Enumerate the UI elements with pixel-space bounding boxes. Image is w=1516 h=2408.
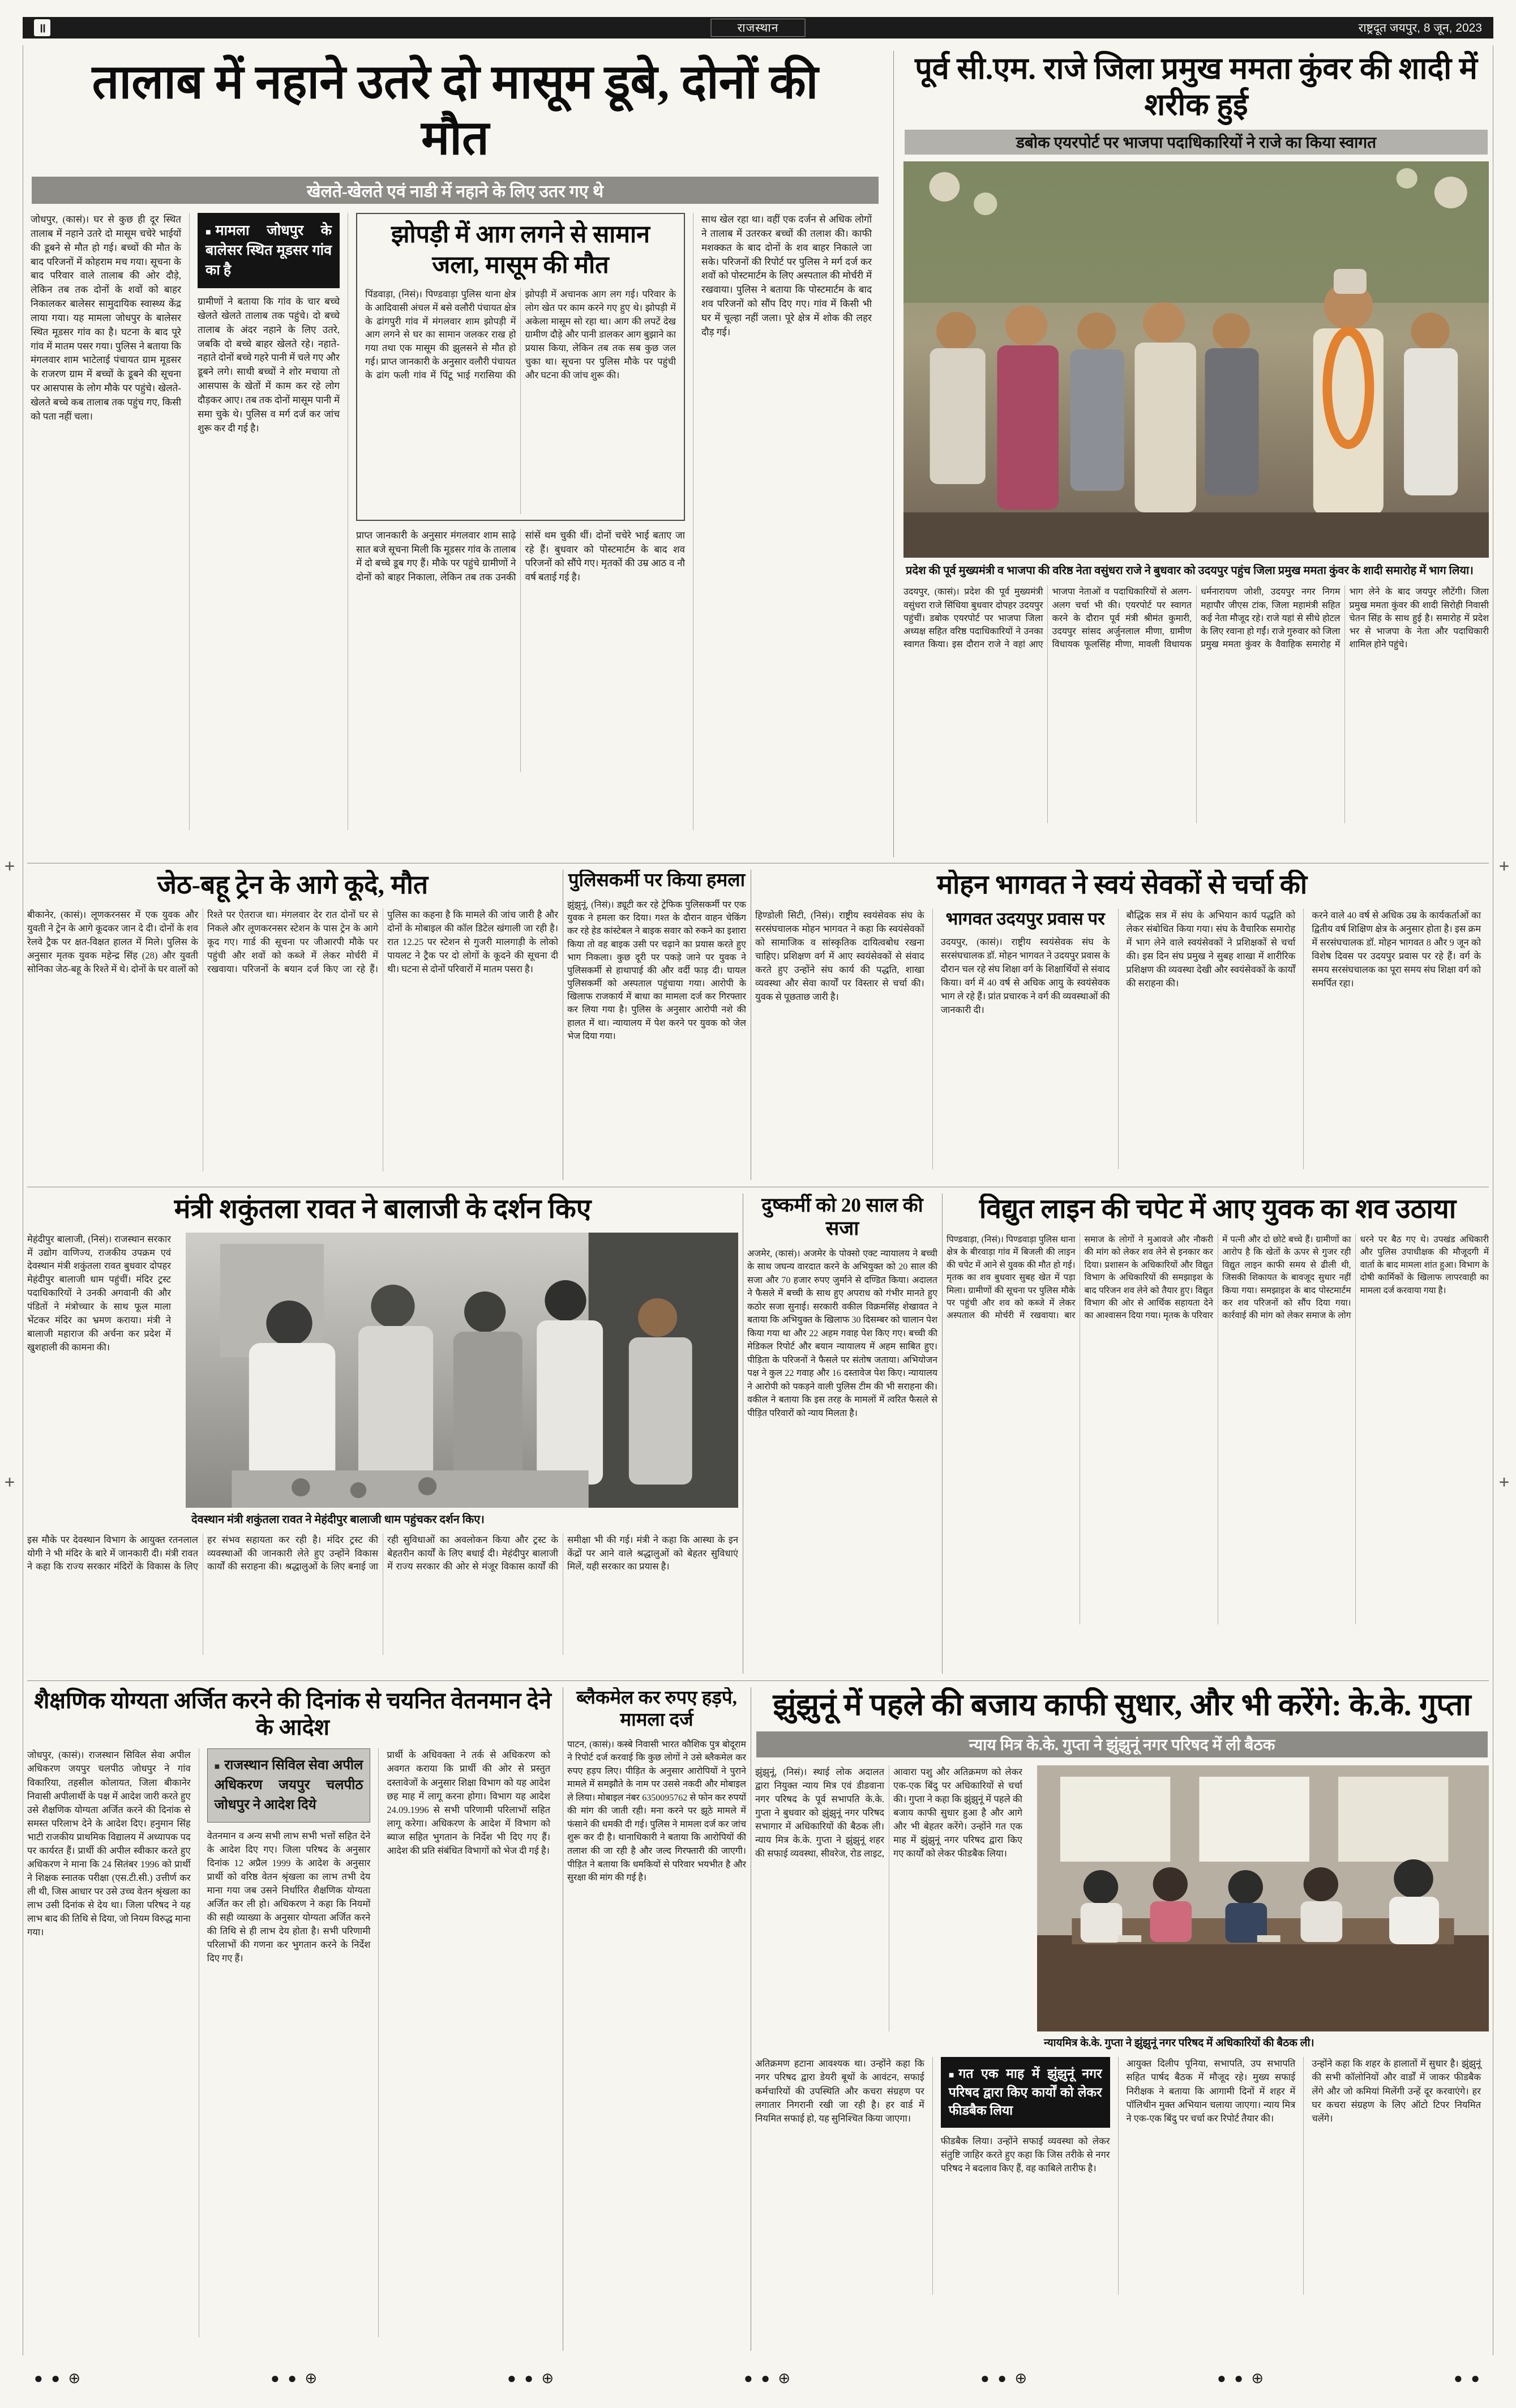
shakuntala-body: इस मौके पर देवस्थान विभाग के आयुक्त रतनलाल योगी ने भी मंदिर के बारे में जानकारी दी। मंत्री रावत ने कहा कि राज्य सरकार मंदिरों के विकास के लिए हर संभव सहायता कर रही है। मंदिर ट्रस्ट की व्यवस्थाओं की जानकारी लेते हुए उन्होंने विकास कार्यों की सराहना की। श्रद्धालुओं के लिए बनाई जा रही सुविधाओं का अवलोकन किया और ट्रस्ट के बेहतरीन कार्यों के लिए बधाई दी। मेहंदीपुर बालाजी में राज्य सरकार की ओर से मंजूर विकास कार्यों की समीक्षा भी की गई। मंत्री ने कहा कि आस्था के इन केंद्रों पर आने वाले श्रद्धालुओं को बेहतर सुविधाएं मिलें, यही सरकार का प्रयास है।: [27, 1534, 738, 1572]
article-raje-wedding: [903, 49, 1489, 859]
registration-dot-group-icon: ● ● ⊕: [507, 2370, 556, 2386]
kk-column-1: अतिक्रमण हटाना आवश्यक था। उन्होंने कहा कि नगर परिषद द्वारा डेयरी बूथों के आवंटन, सफाई कर्मचारियों की उपस्थिति और कचरा संग्रहण पर लगातार निगरानी रखी जा रही है। हर वार्ड में नियमित सफाई हो, यह सुनिश्चित किया जाएगा।: [755, 2058, 924, 2124]
crop-mark-icon: +: [5, 856, 15, 876]
kk-flag-box: [941, 2057, 1110, 2128]
rape-sentence-body: अजमेर, (कासं)। अजमेर के पोक्सो एक्ट न्यायालय ने बच्ची के साथ जघन्य वारदात करने के अभियुक्त को 20 साल की सजा और 70 हजार रुपए जुर्माने से दण्डित किया। अदालत ने फैसले में बच्ची के साथ हुए अपराध को गंभीर मानते हुए कठोर सजा सुनाई। सरकारी वकील विक्रमसिंह शेखावत ने बताया कि अभियुक्त के खिलाफ 30 दिसम्बर को चालान पेश किया गया था और 22 अहम गवाह पेश किए गए। बच्ची की मेडिकल रिपोर्ट और बयान न्यायालय में अहम साबित हुए। पीड़िता के परिजनों ने फैसले पर संतोष जताया। अभियोजन पक्ष ने कुल 22 गवाह और 16 दस्तावेज पेश किए। न्यायालय ने आरोपी को पकड़ने वाली पुलिस टीम की भी सराहना की। वकील ने बताया कि इस तरह के मामलों में त्वरित फैसले से पीड़ित परिवारों को न्याय मिलता है।: [747, 1248, 937, 1418]
kk-column-3: आयुक्त दिलीप पूनिया, सभापति, उप सभापति सहित पार्षद बैठक में मौजूद रहे। मुख्य सफाई निरीक्षक ने बताया कि आगामी दिनों में शहर में पॉलिथीन मुक्त अभियान चलाया जाएगा। न्याय मित्र ने एक-एक बिंदु पर चर्चा कर रिपोर्ट तैयार की।: [1118, 2057, 1304, 2295]
pond-flag-box: [198, 213, 340, 288]
headline-hut-fire: झोपड़ी में आग लगने से सामान जला, मासूम की मौत: [391, 221, 650, 279]
police-body: झुंझुनूं, (निसं)। ड्यूटी कर रहे ट्रेफिक पुलिसकर्मी पर एक युवक ने हमला कर दिया। गश्त के दौरान वाहन चेकिंग कर रहे हेड कांस्टेबल ने बाइक सवार को रुकने का इशारा किया तो वह बाइक उसी पर चढ़ाने का प्रयास करते हुए भाग निकला। कुछ दूरी पर पकड़े जाने पर युवक ने पुलिसकर्मी से हाथापाई की और वर्दी फाड़ दी। घायल पुलिसकर्मी को अस्पताल पहुंचाया गया। आरोपी के खिलाफ राजकार्य में बाधा का मामला दर्ज कर गिरफ्तार कर लिया गया है। पुलिस के अनुसार आरोपी नशे की हालत में था। न्यायालय में पेश करने पर युवक को जेल भेज दिया गया।: [567, 900, 746, 1041]
paper-date: राष्ट्रदूत जयपुर, 8 जून, 2023: [1358, 22, 1482, 35]
kk-column-4: उन्होंने कहा कि शहर के हालातों में सुधार है। झुंझुनूं की सभी कॉलोनियों और वार्डों में जाकर फीडबैक लेंगे और जो कमियां मिलेंगी उन्हें दूर करवाएंगे। हर घर कचरा संग्रहण के लिए ऑटो टिपर नियमित चलेंगे।: [1303, 2057, 1489, 2295]
shakuntala-photo: [186, 1233, 738, 1508]
wedding-photo: [903, 161, 1489, 558]
education-column-1: जोधपुर, (कासं)। राजस्थान सिविल सेवा अपील अधिकरण जयपुर चलपीठ जोधपुर ने गांव विकारिया, तहसील कोलायत, जिला बीकानेर निवासी अपीलार्थी के पक्ष में आदेश जारी करते हुए उसे शैक्षणिक योग्यता अर्जित करने की दिनांक से समस्त परिलाभ देने के आदेश दिए। हनुमान सिंह भाटी राजकीय प्राथमिक विद्यालय में अध्यापक पद पर कार्यरत हैं। प्रार्थी की अपील स्वीकार करते हुए अधिकरण ने माना कि 24 सितंबर 1996 को प्रार्थी ने शिक्षक स्नातक परीक्षा (एस.टी.सी.) उत्तीर्ण कर ली थी, जिस आधार पर उसे उच्च वेतन श्रृंखला का लाभ उसी दिनांक से देय था। जिला परिषद ने यह लाभ बाद की तिथि से दिया, जो नियम विरुद्ध माना गया।: [27, 1750, 191, 1938]
headline-pond: तालाब में नहाने उतरे दो मासूम डूबे, दोनों की मौत: [92, 56, 819, 165]
education-column-2: [199, 1748, 379, 2337]
row-divider: [27, 1680, 1489, 1681]
crop-mark-icon: +: [1499, 1472, 1510, 1492]
subhead-pond: खेलते-खेलते एवं नाडी में नहाने के लिए उतर गए थे: [32, 177, 879, 204]
headline-raje: पूर्व सी.एम. राजे जिला प्रमुख ममता कुंवर की शादी में शरीक हुई: [915, 52, 1478, 122]
bhagwat-column-1: हिण्डोली सिटी, (निसं)। राष्ट्रीय स्वयंसेवक संघ के सरसंघचालक मोहन भागवत ने कहा कि स्वयंसेवकों को सामाजिक व सांस्कृतिक दायित्वबोध रखना चाहिए। प्रशिक्षण वर्ग में आए स्वयंसेवकों से संवाद करते हुए उन्होंने संघ कार्य की पद्धति, शाखा व्यवस्था और सेवा कार्यों पर विस्तार से चर्चा की। युवक से पूछताछ जारी है।: [755, 910, 924, 1002]
article-kk-gupta: [755, 1687, 1489, 2353]
blackmail-body: पाटन, (कासं)। कस्बे निवासी भारत कौशिक पुत्र बोदूराम ने रिपोर्ट दर्ज करवाई कि कुछ लोगों ने उसे ब्लैकमेल कर रुपए हड़प लिए। पीड़ित के अनुसार आरोपियों ने पुराने मामले में समझौते के नाम पर उससे नकदी और मोबाइल ले लिया। मोबाइल नंबर 6350095762 से फोन कर रुपयों की मांग की जाती रही। मना करने पर झूठे मामले में फंसाने की धमकी दी गई। पुलिस ने मामला दर्ज कर जांच शुरू कर दी है। थानाधिकारी ने बताया कि आरोपियों की तलाश की जा रही है और जल्द गिरफ्तारी की जाएगी। पीड़ित ने बताया कि धमकियों से परिवार भयभीत है और सुरक्षा की मांग की गई है।: [567, 1739, 746, 1883]
headline-shakuntala: मंत्री शकुंतला रावत ने बालाजी के दर्शन किए: [174, 1194, 592, 1224]
headline-rape-sentence: दुष्कर्मी को 20 साल की सजा: [761, 1194, 923, 1240]
article-jeth-bahu: [27, 870, 558, 1182]
pond-column-middle-text: प्राप्त जानकारी के अनुसार मंगलवार शाम साढ़े सात बजे सूचना मिली कि मूडसर गांव के तालाब में दो बच्चे डूब गए हैं। मौके पर पहुंचे ग्रामीणों ने दोनों को बाहर निकाला, लेकिन तब तक उनकी सांसें थम चुकी थीं। दोनों चचेरे भाई बताए जा रहे हैं। बुधवार को पोस्टमार्टम के बाद शव परिजनों को सौंपे गए। मृतकों की उम्र आठ व नौ वर्ष बताई गई है।: [356, 529, 685, 583]
bhagwat-column-3: बौद्धिक सत्र में संघ के अभियान कार्य पद्धति को लेकर संबोधित किया गया। संघ के वैचारिक समारोह में भाग लेने वाले स्वयंसेवकों ने प्रशिक्षकों से चर्चा की। इस दिन संघ प्रमुख ने सुबह शाखा में शारीरिक प्रशिक्षण की व्यवस्था देखी और स्वयंसेवकों के कार्यों की सराहना की।: [1118, 909, 1304, 1169]
pond-column-2-text: ग्रामीणों ने बताया कि गांव के चार बच्चे खेलते खेलते तालाब तक पहुंचे। दो बच्चे तालाब के अंदर नहाने के लिए उतरे, जबकि दो बच्चे बाहर खेलते रहे। नहाते-नहाते दोनों बच्चे गहरे पानी में चले गए और डूबने लगे। साथी बच्चों ने शोर मचाया तो आसपास के खेतों में काम कर रहे लोग दौड़कर आए। तब तक दोनों मासूम पानी में समा चुके थे। पुलिस व मर्ग दर्ज कर जांच शुरू कर दी गई है।: [198, 296, 340, 434]
wedding-photo-caption: प्रदेश की पूर्व मुख्यमंत्री व भाजपा की वरिष्ठ नेता वसुंधरा राजे ने बुधवार को उदयपुर पहुंच जिला प्रमुख ममता कुंवर के शादी समारोह में भाग लिया।: [906, 564, 1474, 578]
bhagwat-kicker: भागवत उदयपुर प्रवास पर: [945, 909, 1105, 929]
education-flag-box: [207, 1748, 371, 1822]
hut-fire-body: पिंडवाड़ा, (निसं)। पिण्डवाड़ा पुलिस थाना क्षेत्र के आदिवासी अंचल में बसे वलौरी पंचायत क्षेत्र के ढांगपुरी गांव में मंगलवार शाम झोपड़ी में आग लगने से घर का सामान जलकर राख हो गया तथा एक मासूम की झुलसने से मौत हो गई। प्राप्त जानकारी के अनुसार वलौरी पंचायत के ढांग फली गांव में पिंटू भाई गरासिया की झोपड़ी में अचानक आग लग गई। परिवार के लोग खेत पर काम करने गए हुए थे। झोपड़ी में अकेला मासूम सो रहा था। आग की लपटें देख ग्रामीण दौड़े और पानी डालकर आग बुझाने का प्रयास किया, लेकिन तब तक सब कुछ जल चुका था। सूचना पर पुलिस मौके पर पहुंची और घटना की जांच शुरू की।: [365, 288, 676, 381]
pond-flag-text: मामला जोधपुर के बालेसर स्थित मूडसर गांव का है: [205, 223, 332, 279]
headline-jeth: जेठ-बहू ट्रेन के आगे कूदे, मौत: [157, 870, 429, 899]
kk-flag-text: गत एक माह में झुंझुनूं नगर परिषद द्वारा किए कार्यों को लेकर फीडबैक लिया: [948, 2067, 1102, 2118]
registration-dot-group-icon: ● ● ⊕: [271, 2370, 320, 2386]
article-education-pay: [27, 1687, 558, 2353]
bhagwat-column-2: [932, 909, 1118, 1169]
edition-mark: ॥: [34, 19, 50, 36]
article-electric-line: [947, 1194, 1489, 1676]
bhagwat-column-4: करने वाले 40 वर्ष से अधिक उम्र के कार्यकर्ताओं का द्वितीय वर्ष शिक्षिण क्षेत्र के अनुसार होता है। इस क्रम में सरसंघचालक डॉ. मोहन भागवत 8 और 9 जून को विशेष दिवस पर उदयपुर प्रवास पर रहे हैं। वर्ग के समय सरसंघचालक का पूरा समय संघ शिक्षा वर्ग को समर्पित रहा।: [1303, 909, 1489, 1169]
pond-column-middle: [348, 213, 693, 830]
registration-marks-row: [34, 2370, 1482, 2387]
kk-meeting-photo: [1037, 1765, 1489, 2031]
article-bhagwat: [755, 870, 1489, 1182]
headline-blackmail: ब्लैकमेल कर रुपए हड़पे, मामला दर्ज: [576, 1688, 737, 1730]
wedding-photo-graphic: [903, 161, 1489, 558]
shakuntala-photo-graphic: [186, 1233, 738, 1508]
registration-dot-group-icon: ● ● ⊕: [34, 2370, 83, 2386]
kk-lead-text: झुंझुनूं, (निसं)। स्थाई लोक अदालत द्वारा नियुक्त न्याय मित्र एवं डीडवाना नगर परिषद के पूर्व सभापति के.के. गुप्ता ने बुधवार को झुंझुनूं नगर परिषद सभागार में अधिकारियों की बैठक ली। न्याय मित्र के.के. गुप्ता ने झुंझुनूं शहर की सफाई व्यवस्था, सीवरेज, रोड लाइट, आवारा पशु और अतिक्रमण को लेकर एक-एक बिंदु पर अधिकारियों से चर्चा की। गुप्ता ने कहा कि झुंझुनूं में पहले की बजाय काफी सुधार हुआ है और आगे और भी बेहतर करेंगे। उन्होंने गत एक माह में झुंझुनूं नगर परिषद द्वारा किए गए कार्यों को लेकर फीडबैक लिया।: [755, 1766, 1022, 1859]
subhead-kk-gupta: न्याय मित्र के.के. गुप्ता ने झुंझुनूं नगर परिषद में ली बैठक: [756, 1731, 1488, 1757]
kk-column-2: [932, 2057, 1118, 2295]
registration-dot-group-end-icon: ● ●: [1454, 2370, 1482, 2386]
crop-mark-icon: +: [5, 1472, 15, 1492]
shakuntala-column-1: मेहंदीपुर बालाजी, (निसं)। राजस्थान सरकार में उद्योग वाणिज्य, राजकीय उपक्रम एवं देवस्थान मंत्री शकुंतला रावत बुधवार दोपहर मेहंदीपुर बालाजी धाम पहुंचीं। मंदिर ट्रस्ट पदाधिकारियों ने उनकी अगवानी की और पंडितों ने मंत्रोच्चार के साथ फूल माला भेंटकर मंदिर का भ्रमण कराया। मंत्री ने बालाजी महाराज की अर्चना कर प्रदेश में खुशहाली की कामना की।: [27, 1233, 171, 1353]
flag-square-icon: ■: [205, 228, 211, 238]
crop-mark-icon: +: [1499, 856, 1510, 876]
flag-square-icon: ■: [948, 2071, 954, 2081]
flag-square-icon: ■: [214, 1762, 220, 1772]
registration-dot-group-icon: ● ● ⊕: [1217, 2370, 1266, 2386]
article-rape-sentence: [747, 1194, 937, 1676]
headline-kk-gupta: झुंझुनूं में पहले की बजाय काफी सुधार, और भी करेंगे: के.के. गुप्ता: [773, 1688, 1471, 1722]
education-column-2-text: वेतनमान व अन्य सभी लाभ सभी भत्तों सहित देने के आदेश दिए गए। जिला परिषद के अनुसार दिनांक 12 अप्रैल 1999 के आदेश के अनुसार प्रार्थी को वरिष्ठ वेतन श्रृंखला का लाभ तभी देय माना गया जब उसने निर्धारित शैक्षणिक योग्यता अर्जित कर ली हो। अधिकरण ने कहा कि नियमों की सही व्याख्या के अनुसार योग्यता अर्जित करने की तिथि से ही लाभ देय होता है। सभी परिणामी परिलाभों की गणना कर भुगतान करने के निर्देश दिए गए हैं।: [207, 1830, 371, 1964]
article-shakuntala: [27, 1194, 738, 1676]
pond-column-1: जोधपुर, (कासं)। घर से कुछ ही दूर स्थित तालाब में नहाने उतरे दो मासूम चचेरे भाईयों की डूबने से मौत हो गई। बच्चों की मौत के बाद परिजनों में कोहराम मच गया। सूचना के बाद परिवार वाले तालाब की ओर दौड़े, लेकिन तब तक दोनों के शवों को बाहर निकालकर बालेसर सामुदायिक स्वास्थ्य केंद्र लाया गया। यह मामला जोधपुर के बालेसर स्थित मूडसर गांव का है। घटना के बाद पूरे गांव में मातम पसर गया। पुलिस ने बताया कि मंगलवार शाम भाटेलाई पंचायत ग्राम मूडसर के राजरण ग्राम में बच्चों के डूबने की सूचना पर आसपास के लोग मौके पर पहुंचे। खेलते-खेलते बच्चे कब तालाब तक पहुंच गए, किसी को पता नहीं चला।: [31, 214, 181, 422]
section-title: राजस्थान: [711, 19, 806, 37]
article-pond-drowning: [27, 49, 883, 859]
registration-dot-group-icon: ● ● ⊕: [744, 2370, 793, 2386]
education-column-3: प्रार्थी के अधिवक्ता ने तर्क से अधिकरण को अवगत कराया कि प्रार्थी की ओर से प्रस्तुत दस्तावेजों के अनुसार शिक्षा विभाग को यह आदेश छह माह में लागू करना होगा। विभाग यह आदेश 24.09.1996 से सभी परिणामी परिलाभों सहित लागू करेगा। अधिकरण के आदेश में विभाग को ब्याज सहित भुगतान के निर्देश भी दिए गए हैं। आदेश की प्रति संबंधित विभागों को भेज दी गई है।: [378, 1748, 558, 2337]
kk-meeting-photo-graphic: [1037, 1765, 1489, 2031]
article-hut-fire: [356, 213, 685, 521]
kk-lead-columns: [755, 1765, 1030, 2031]
registration-dot-group-icon: ● ● ⊕: [980, 2370, 1030, 2386]
kk-photo-caption: न्यायमित्र के.के. गुप्ता ने झुंझुनूं नगर परिषद में अधिकारियों की बैठक ली।: [1044, 2037, 1314, 2049]
jeth-body: बीकानेर, (कासं)। लूणकरनसर में एक युवक और युवती ने ट्रेन के आगे कूदकर जान दे दी। दोनों के शव रेलवे ट्रैक पर क्षत-विक्षत हालत में मिले। पुलिस के अनुसार मृतक युवक महेन्द्र सिंह (28) और युवती सोनिका जेठ-बहू के रिश्ते में थे। दोनों के घर वालों को रिश्ते पर ऐतराज था। मंगलवार देर रात दोनों घर से निकले और लूणकरनसर स्टेशन के पास ट्रेन के आगे कूद गए। गार्ड की सूचना पर जीआरपी मौके पर पहुंची और शवों को कब्जे में लेकर मोर्चरी में रखवाया। परिजनों के बयान दर्ज किए जा रहे हैं। पुलिस का कहना है कि मामले की जांच जारी है और दोनों के मोबाइल की कॉल डिटेल खंगाली जा रही है। रात 12.25 पर स्टेशन से गुजरी मालगाड़ी के लोको पायलट ने ट्रैक पर दो लोगों के कूदने की सूचना दी थी। घटना से दोनों परिवारों में मातम पसरा है।: [27, 909, 558, 974]
headline-education: शैक्षणिक योग्यता अर्जित करने की दिनांक से चयनित वेतनमान देने के आदेश: [34, 1688, 551, 1740]
masthead: [23, 17, 1493, 39]
pond-column-2: [189, 213, 348, 830]
headline-bhagwat: मोहन भागवत ने स्वयं सेवकों से चर्चा की: [936, 870, 1307, 900]
education-flag-text: राजस्थान सिविल सेवा अपील अधिकरण जयपुर चलपीठ जोधपुर ने आदेश दिये: [214, 1758, 363, 1812]
electric-body: पिण्डवाड़ा, (निसं)। पिण्डवाड़ा पुलिस थाना क्षेत्र के बीरवाड़ा गांव में बिजली की लाइन की चपेट में आने से युवक की मौत हो गई। मृतक का शव बुधवार सुबह खेत में पड़ा मिला। ग्रामीणों की सूचना पर पुलिस मौके पर पहुंची और शव को कब्जे में लेकर अस्पताल की मोर्चरी में रखवाया। बार समाज के लोगों ने मुआवजे और नौकरी की मांग को लेकर शव लेने से इनकार कर दिया। प्रशासन के अधिकारियों और विद्युत विभाग के अधिकारियों की समझाइश के बाद परिजन शव लेने को तैयार हुए। विद्युत विभाग की ओर से आर्थिक सहायता देने का आश्वासन दिया गया। मृतक के परिवार में पत्नी और दो छोटे बच्चे हैं। ग्रामीणों का आरोप है कि खेतों के ऊपर से गुजर रही विद्युत लाइन काफी समय से ढीली थी, जिसकी शिकायत के बावजूद सुधार नहीं किया गया। समझाइश के बाद पोस्टमार्टम कर शव परिजनों को सौंप दिया गया। कार्रवाई की मांग को लेकर समाज के लोग धरने पर बैठ गए थे। उपखंड अधिकारी और पुलिस उपाधीक्षक की मौजूदगी में वार्ता के बाद मामला शांत हुआ। विभाग के दोषी कार्मिकों के खिलाफ लापरवाही का मामला दर्ज करवाया गया है।: [947, 1234, 1489, 1321]
pond-column-4: साथ खेल रहा था। वहीं एक दर्जन से अधिक लोगों ने तालाब में उतरकर बच्चों की तलाश की। काफी मशक्कत के बाद दोनों के शव बाहर निकाले जा सके। परिजनों की रिपोर्ट पर पुलिस ने मर्ग दर्ज कर शवों को पोस्टमार्टम के लिए अस्पताल की मोर्चरी में रखवाया। पुलिस ने बताया कि पोस्टमार्टम के बाद शव परिजनों को सौंप दिए गए। गांव में किसी भी घर में चूल्हा नहीं जला। पूरे क्षेत्र में शोक की लहर दौड़ गई।: [693, 213, 880, 830]
kk-column-2-text: फीडबैक लिया। उन्होंने सफाई व्यवस्था को लेकर संतुष्टि जाहिर करते हुए कहा कि जिस तरीके से नगर परिषद ने बदलाव किए हैं, वह काबिले तारीफ है।: [940, 2135, 1110, 2174]
article-police-attack: [567, 870, 746, 1182]
article-blackmail: [567, 1687, 746, 2353]
bhagwat-column-2-text: उदयपुर, (कासं)। राष्ट्रीय स्वयंसेवक संघ के सरसंघचालक डॉ. मोहन भागवत ने उदयपुर प्रवास के दौरान चल रहे संघ शिक्षा वर्ग के शिक्षार्थियों से संवाद किया। वर्ग में 40 वर्ष से अधिक आयु के स्वयंसेवक भाग ले रहे हैं। प्रांत प्रचारक ने वर्ग की व्यवस्थाओं की जानकारी दी।: [940, 936, 1110, 1015]
raje-body: उदयपुर, (कासं)। प्रदेश की पूर्व मुख्यमंत्री वसुंधरा राजे सिंधिया बुधवार दोपहर उदयपुर पहुंचीं। डबोक एयरपोर्ट पर भाजपा जिला अध्यक्ष सहित वरिष्ठ पदाधिकारियों ने उनका स्वागत किया। इस दौरान राजे ने वहां आए भाजपा नेताओं व पदाधिकारियों से अलग-अलग चर्चा भी की। एयरपोर्ट पर स्वागत करने के दौरान पूर्व मंत्री श्रीमंत कुमारी, उदयपुर सांसद अर्जुनलाल मीणा, ग्रामीण विधायक फूलसिंह मीणा, मावली विधायक धर्मनारायण जोशी, उदयपुर नगर निगम महापौर जीएस टांक, जिला महामंत्री सहित कई नेता मौजूद रहे। राजे यहां से सीधे होटल के लिए रवाना हो गईं। राजे गुरुवार को जिला प्रमुख ममता कुंवर के वैवाहिक समारोह में भाग लेने के बाद जयपुर लौटेंगी। जिला प्रमुख ममता कुंवर की शादी सिरोही निवासी चेतन सिंह के साथ हुई है। समारोह में प्रदेश भर से भाजपा के नेता और पदाधिकारी शामिल होने पहुंचे।: [903, 587, 1489, 650]
headline-police: पुलिसकर्मी पर किया हमला: [568, 870, 746, 891]
shakuntala-photo-caption: देवस्थान मंत्री शकुंतला रावत ने मेहंदीपुर बालाजी धाम पहुंचकर दर्शन किए।: [191, 1513, 485, 1526]
column-divider: [942, 1194, 943, 1674]
column-divider: [893, 51, 894, 857]
subhead-raje: डबोक एयरपोर्ट पर भाजपा पदाधिकारियों ने राजे का किया स्वागत: [905, 130, 1488, 155]
headline-electric: विद्युत लाइन की चपेट में आए युवक का शव उठाया: [979, 1194, 1457, 1224]
